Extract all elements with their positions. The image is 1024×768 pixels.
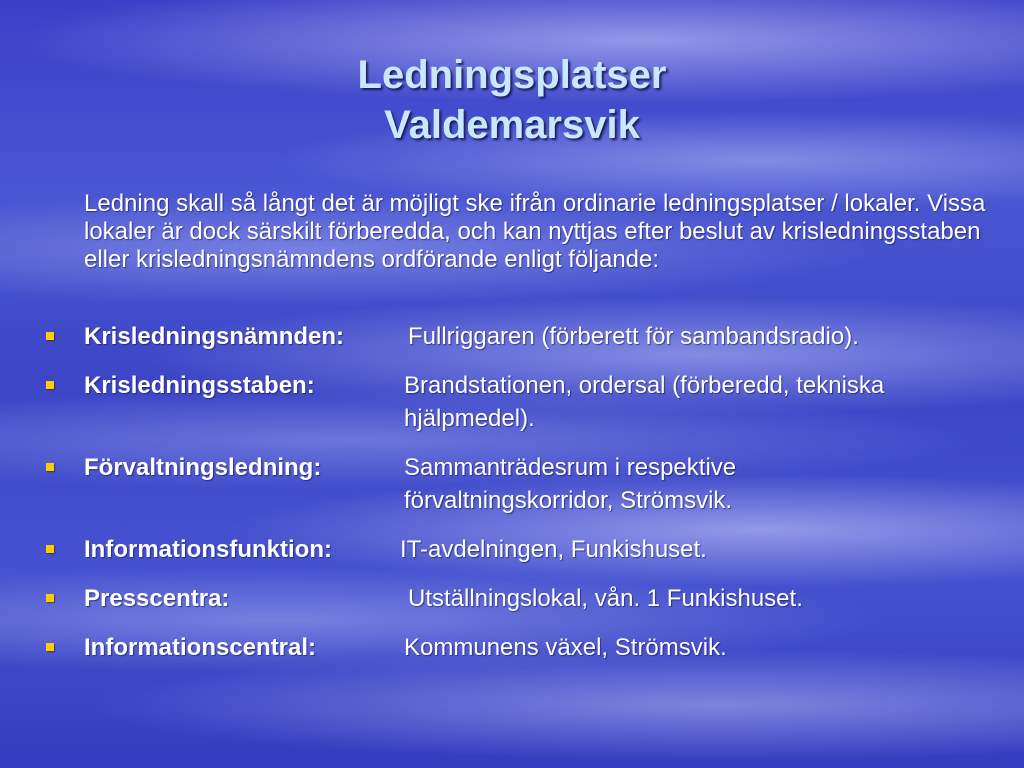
bullet-icon <box>46 463 54 471</box>
item-label: Förvaltningsledning: <box>84 454 322 481</box>
list-item <box>0 533 1024 566</box>
bullet-icon <box>46 594 54 602</box>
intro-paragraph: Ledning skall så långt det är möjligt ske ifrån ordinarie ledningsplatser / lokaler. Vissa lokaler är dock särskilt förberedda, och kan nyttjas efter beslut av krisledningsstaben eller krisledningsnämndens ordförande enligt följande: <box>84 190 986 273</box>
item-value: Kommunens växel, Strömsvik. <box>404 634 727 661</box>
item-value: IT-avdelningen, Funkishuset. <box>400 536 707 563</box>
item-label: Informationscentral: <box>84 634 317 661</box>
item-label: Presscentra: <box>84 585 230 612</box>
list-item <box>0 320 1024 353</box>
item-value: Brandstationen, ordersal (förberedd, tekniska hjälpmedel). <box>404 372 885 432</box>
item-label: Informationsfunktion: <box>84 536 332 563</box>
bullet-icon <box>46 381 54 389</box>
list-item <box>0 582 1024 615</box>
list-item <box>0 451 1024 517</box>
list-item <box>0 369 1024 435</box>
list-item <box>0 631 1024 664</box>
item-label: Krisledningsnämnden: <box>84 323 345 350</box>
item-value: Sammanträdesrum i respektive förvaltningskorridor, Strömsvik. <box>404 454 737 514</box>
bullet-icon <box>46 545 54 553</box>
bullet-icon <box>46 643 54 651</box>
item-label: Krisledningsstaben: <box>84 372 315 399</box>
slide-title <box>0 50 1024 150</box>
location-list <box>0 320 1024 680</box>
bullet-icon <box>46 332 54 340</box>
title-line-2: Valdemarsvik <box>384 103 640 147</box>
title-line-1: Ledningsplatser <box>357 53 667 97</box>
item-value: Fullriggaren (förberett för sambandsradio). <box>408 323 859 350</box>
item-value: Utställningslokal, vån. 1 Funkishuset. <box>408 585 803 612</box>
